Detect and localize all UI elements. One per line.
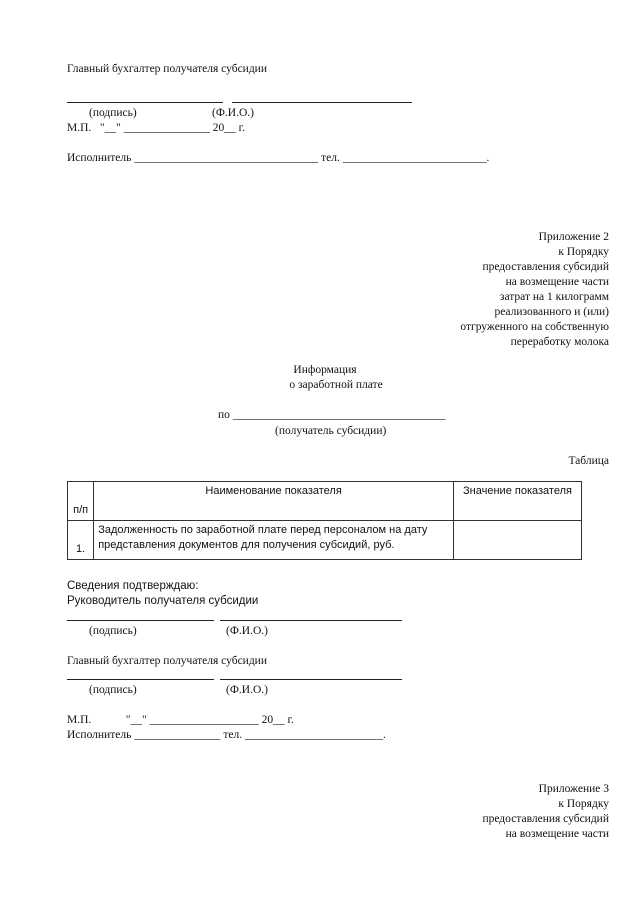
appendix3-line-3: предоставления субсидий — [482, 813, 609, 825]
accountant-fio-line — [220, 679, 402, 680]
executor-line-2: Исполнитель _______________ тел. ________________________. — [67, 729, 386, 741]
doc-title: Информация — [293, 364, 357, 376]
appendix2-line-5: затрат на 1 килограмм — [499, 291, 609, 303]
row-num: 1. — [68, 521, 94, 560]
signature-line — [67, 102, 223, 103]
appendix2-line-3: предоставления субсидий — [482, 261, 609, 273]
head-label: Руководитель получателя субсидии — [67, 595, 259, 607]
appendix3-line-2: к Порядку — [558, 798, 609, 810]
appendix3-line-1: Приложение 3 — [538, 783, 609, 795]
appendix2-line-4: на возмещение части — [505, 276, 609, 288]
table-label: Таблица — [568, 455, 609, 467]
recipient-by-line: по _____________________________________ — [218, 409, 446, 421]
confirm-label: Сведения подтверждаю: — [67, 580, 199, 592]
header-num: п/п — [68, 482, 94, 521]
accountant-signature-caption: (подпись) — [89, 684, 137, 696]
appendix2-line-1: Приложение 2 — [538, 231, 609, 243]
chief-accountant-label: Главный бухгалтер получателя субсидии — [67, 63, 267, 75]
header-name: Наименование показателя — [94, 482, 454, 521]
row-name: Задолженность по заработной плате перед персоналом на дату представления документов для получения субсидий, руб. — [94, 521, 454, 560]
appendix2-line-8: переработку молока — [510, 336, 609, 348]
table-header-row — [68, 482, 582, 521]
fio-line — [232, 102, 412, 103]
appendix3-line-4: на возмещение части — [505, 828, 609, 840]
signature-caption: (подпись) — [89, 107, 137, 119]
appendix2-line-2: к Порядку — [558, 246, 609, 258]
head-signature-line — [67, 620, 214, 621]
head-fio-caption: (Ф.И.О.) — [226, 625, 268, 637]
table-row — [68, 521, 582, 560]
fio-caption: (Ф.И.О.) — [212, 107, 254, 119]
doc-subtitle: о заработной плате — [289, 379, 383, 391]
head-signature-caption: (подпись) — [89, 625, 137, 637]
executor-line: Исполнитель ________________________________ тел. _________________________. — [67, 152, 490, 164]
appendix2-line-6: реализованного и (или) — [494, 306, 609, 318]
row-value — [454, 521, 582, 560]
recipient-caption: (получатель субсидии) — [275, 425, 387, 437]
chief-accountant-label-2: Главный бухгалтер получателя субсидии — [67, 655, 267, 667]
salary-info-table — [67, 481, 582, 560]
stamp-date-line: М.П. "__" _______________ 20__ г. — [67, 122, 245, 134]
accountant-fio-caption: (Ф.И.О.) — [226, 684, 268, 696]
accountant-signature-line — [67, 679, 214, 680]
stamp-date-line-2: М.П. "__" ___________________ 20__ г. — [67, 714, 294, 726]
head-fio-line — [220, 620, 402, 621]
appendix2-line-7: отгруженного на собственную — [460, 321, 609, 333]
header-value: Значение показателя — [454, 482, 582, 521]
